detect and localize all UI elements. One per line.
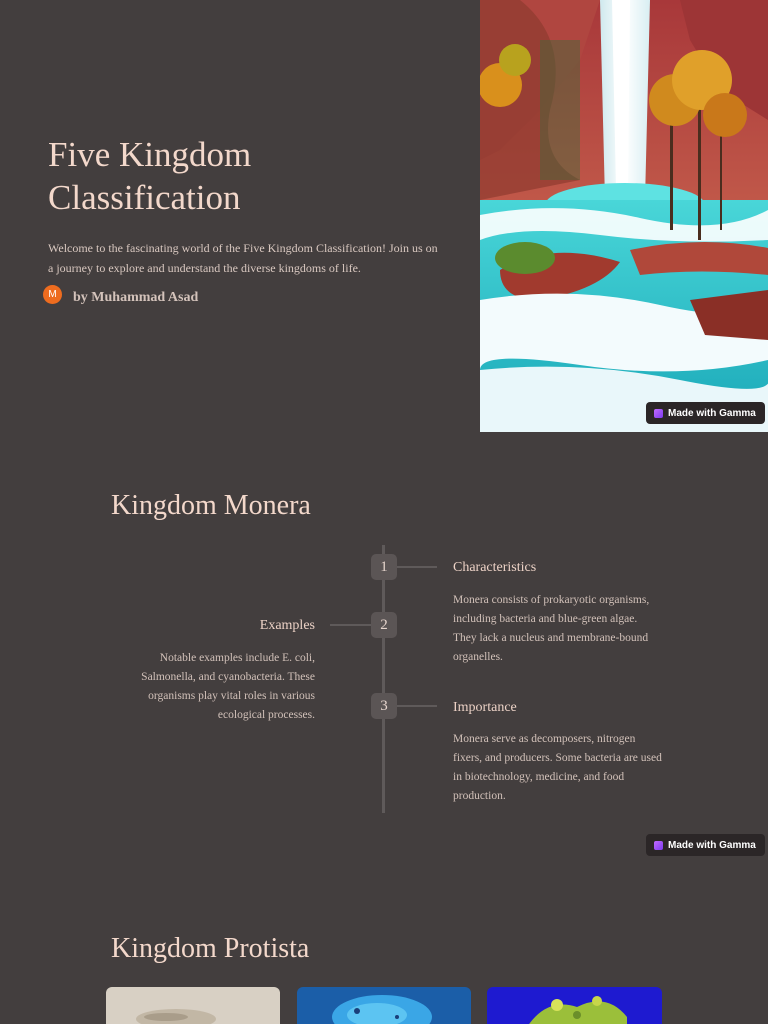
badge-label: Made with Gamma — [668, 839, 756, 851]
timeline-connector — [397, 566, 437, 568]
protista-card-image — [487, 987, 662, 1024]
timeline-node-1: 1 — [371, 554, 397, 580]
characteristics-title: Characteristics — [453, 560, 537, 575]
examples-text: Notable examples include E. coli, Salmonella, and cyanobacteria. These organisms play vital roles in various ecological processes. — [141, 652, 315, 721]
timeline-connector — [330, 624, 371, 626]
examples-title: Examples — [259, 618, 315, 633]
timeline-node-2: 2 — [371, 612, 397, 638]
importance-text: Monera serve as decomposers, nitrogen fixers, and producers. Some bacteria are used in biotechnology, medicine, and food production. — [453, 733, 662, 802]
hero-section — [0, 0, 768, 432]
importance-title: Importance — [453, 700, 517, 715]
protista-title: Kingdom Protista — [111, 933, 310, 964]
author-name: by Muhammad Asad — [73, 290, 199, 305]
waterfall-image — [480, 0, 768, 432]
monera-title: Kingdom Monera — [111, 490, 311, 521]
protista-card-image — [106, 987, 280, 1024]
hero-title — [48, 133, 448, 219]
timeline-connector — [397, 705, 437, 707]
avatar: M — [43, 285, 62, 304]
timeline-node-3: 3 — [371, 693, 397, 719]
hero-description: Welcome to the fascinating world of the Five Kingdom Classification! Join us on a journey to explore and understand the diverse kingdoms of life. — [48, 241, 438, 275]
badge-label: Made with Gamma — [668, 407, 756, 419]
made-with-gamma-badge[interactable] — [646, 834, 765, 856]
hero-title-line2: Classification — [48, 178, 241, 217]
made-with-gamma-badge[interactable] — [646, 402, 765, 424]
gamma-logo-icon — [654, 409, 663, 418]
timeline-line — [382, 545, 385, 813]
characteristics-text: Monera consists of prokaryotic organisms, including bacteria and blue-green algae. They lack a nucleus and membrane-bound organelles. — [453, 594, 650, 663]
protista-card-image — [297, 987, 471, 1024]
hero-title-line1: Five Kingdom — [48, 135, 252, 174]
author — [43, 284, 198, 304]
gamma-logo-icon — [654, 841, 663, 850]
